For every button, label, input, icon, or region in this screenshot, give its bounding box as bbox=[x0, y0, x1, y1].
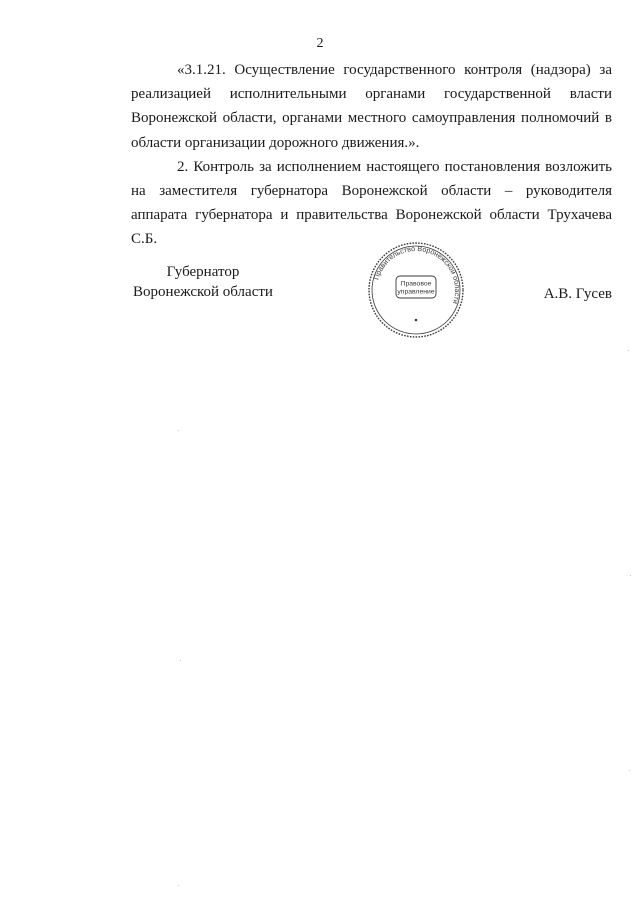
scan-artifact bbox=[180, 660, 181, 661]
signatory-title-line1: Губернатор bbox=[166, 264, 240, 280]
page-number: 2 bbox=[316, 36, 324, 51]
scan-artifact bbox=[178, 885, 179, 886]
scan-artifact bbox=[628, 350, 629, 351]
signatory-title bbox=[131, 262, 275, 302]
stamp-center-line2: управление bbox=[397, 288, 435, 296]
document-body bbox=[131, 58, 612, 252]
official-stamp bbox=[366, 240, 466, 340]
stamp-center-line1: Правовое bbox=[400, 280, 432, 288]
scan-artifact bbox=[629, 770, 630, 771]
paragraph-control-clause: 2. Контроль за исполнением настоящего постановления возложить на заместителя губернатора Воронежской области – руководителя аппарата губернатора и правительства Воронежской области Трухачева С.Б. bbox=[131, 158, 612, 248]
signatory-title-line2: Воронежской области bbox=[133, 284, 273, 300]
stamp-ring-text: Правительство Воронежской области bbox=[371, 243, 463, 306]
signature-block bbox=[0, 243, 640, 362]
paragraph-clause-3-1-21: «3.1.21. Осуществление государственного контроля (надзора) за реализацией исполнительными органами государственной власти Воронежской области, органами местного самоуправления полномочий в области организации дорожного движения.». bbox=[131, 62, 612, 151]
stamp-star-icon bbox=[415, 319, 418, 322]
signatory-name: А.В. Гусев bbox=[543, 286, 612, 302]
scan-artifact bbox=[178, 430, 179, 431]
scan-artifact bbox=[630, 575, 631, 576]
